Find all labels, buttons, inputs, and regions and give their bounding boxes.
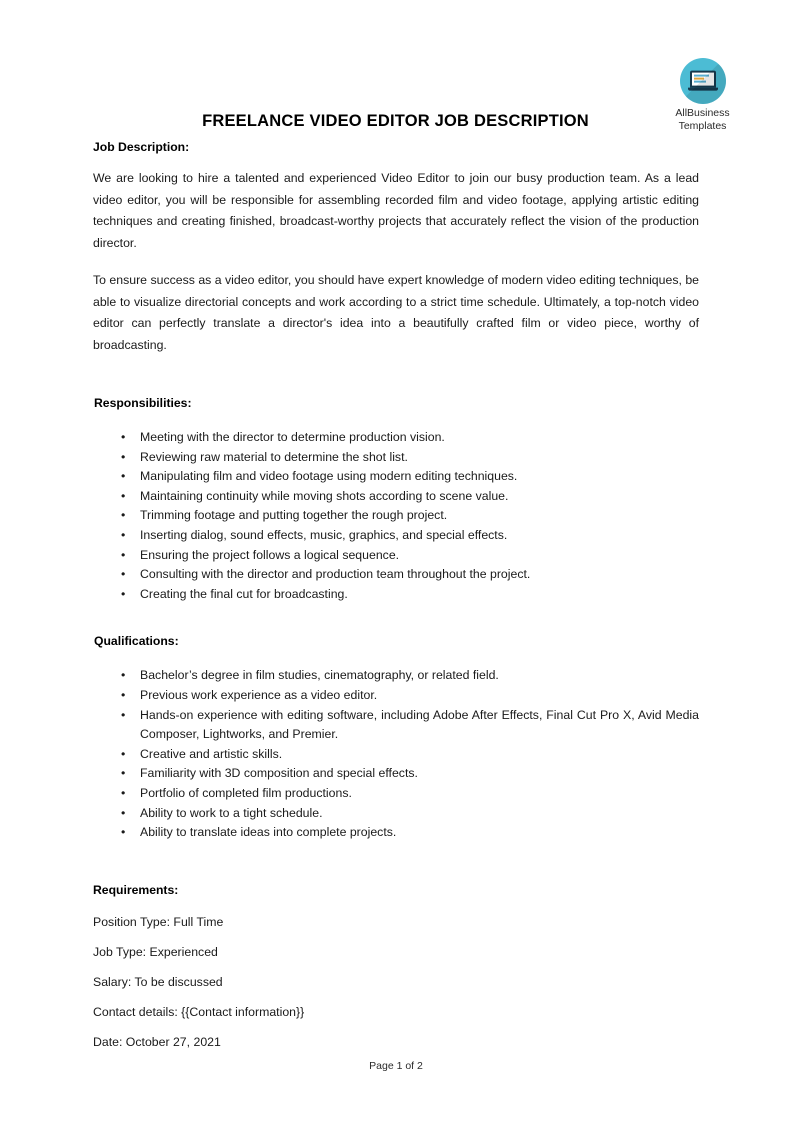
list-item-text: Creating the final cut for broadcasting. (140, 586, 348, 601)
list-item (93, 804, 699, 824)
bullet-icon: • (121, 430, 126, 444)
bullet-icon: • (121, 746, 126, 761)
requirement-salary: Salary: To be discussed (93, 974, 223, 989)
document-body (93, 140, 699, 1051)
list-item (93, 546, 699, 566)
qualifications-list (93, 666, 699, 842)
list-item-text: Creative and artistic skills. (140, 746, 283, 761)
job-description-paragraph-1: We are looking to hire a talented and experienced Video Editor to join our busy production team. As a lead video editor, you will be responsible for assembling recorded film and video footage, applying artistic editing techniques and creating finished, broadcast-worthy projects that accurately reflect the vision of the production director. (93, 171, 699, 250)
list-item (93, 565, 699, 585)
bullet-icon: • (121, 469, 126, 484)
bullet-icon: • (121, 805, 126, 820)
list-item-text: Previous work experience as a video editor. (140, 687, 378, 702)
list-item-text: Ensuring the project follows a logical sequence. (140, 547, 400, 562)
list-item-text: Inserting dialog, sound effects, music, graphics, and special effects. (140, 527, 508, 542)
bullet-icon: • (121, 586, 126, 601)
bullet-icon: • (121, 825, 126, 840)
bullet-icon: • (121, 766, 126, 781)
requirement-position-type: Position Type: Full Time (93, 914, 224, 929)
bullet-icon: • (121, 668, 126, 683)
list-item (93, 506, 699, 526)
list-item-text: Maintaining continuity while moving shots according to scene value. (140, 488, 509, 503)
list-item (93, 428, 699, 448)
list-item (93, 764, 699, 784)
logo-shadow-overlay (680, 58, 726, 104)
page-title: FREELANCE VIDEO EDITOR JOB DESCRIPTION (202, 112, 589, 130)
list-item (93, 686, 699, 706)
brand-name-line-1: AllBusiness (675, 107, 730, 119)
list-item (93, 666, 699, 686)
list-item-text: Trimming footage and putting together the rough project. (140, 508, 448, 523)
bullet-icon: • (121, 527, 126, 542)
section-heading-job-description: Job Description: (93, 140, 190, 154)
section-heading-requirements: Requirements: (93, 882, 179, 897)
responsibilities-list (93, 428, 699, 604)
bullet-icon: • (121, 567, 126, 582)
section-heading-qualifications: Qualifications: (94, 634, 179, 649)
bullet-icon: • (121, 449, 126, 464)
bullet-icon: • (121, 785, 126, 800)
bullet-icon: • (121, 687, 126, 702)
list-item-text: Consulting with the director and production team throughout the project. (140, 567, 531, 582)
requirement-job-type: Job Type: Experienced (93, 944, 218, 959)
list-item-text: Meeting with the director to determine production vision. (140, 430, 445, 444)
list-item (93, 448, 699, 468)
section-heading-responsibilities: Responsibilities: (94, 396, 192, 410)
list-item-text: Ability to work to a tight schedule. (140, 805, 323, 820)
bullet-icon: • (121, 508, 126, 523)
list-item (93, 823, 699, 843)
bullet-icon: • (121, 488, 126, 503)
list-item (93, 487, 699, 507)
list-item-text: Ability to translate ideas into complete projects. (140, 825, 397, 840)
page-footer: Page 1 of 2 (369, 1060, 423, 1072)
list-item-text: Hands-on experience with editing software, including Adobe After Effects, Final Cut Pro X, Avid Media Composer, Lightworks, and Premier. (140, 707, 699, 742)
list-item-text: Manipulating film and video footage using modern editing techniques. (140, 469, 518, 484)
bullet-icon: • (121, 707, 126, 722)
list-item-text: Reviewing raw material to determine the shot list. (140, 449, 408, 464)
list-item (93, 526, 699, 546)
list-item-text: Bachelor’s degree in film studies, cinematography, or related field. (140, 668, 499, 683)
list-item-text: Familiarity with 3D composition and special effects. (140, 766, 418, 781)
list-item (93, 784, 699, 804)
requirement-date: Date: October 27, 2021 (93, 1034, 221, 1049)
job-description-paragraph-2: To ensure success as a video editor, you should have expert knowledge of modern video editing techniques, be able to visualize directorial concepts and work according to a strict time schedule. Ultimately, a top-notch video editor can perfectly translate a director's idea into a beautifully crafted film or video piece, worthy of broadcasting. (93, 273, 699, 352)
list-item (93, 706, 699, 745)
laptop-icon (680, 58, 726, 104)
list-item (93, 467, 699, 487)
requirement-contact-details: Contact details: {{Contact information}} (93, 1004, 305, 1019)
bullet-icon: • (121, 547, 126, 562)
brand-name-line-2: Templates (678, 119, 727, 132)
list-item (93, 585, 699, 605)
list-item (93, 745, 699, 765)
list-item-text: Portfolio of completed film productions. (140, 785, 352, 800)
